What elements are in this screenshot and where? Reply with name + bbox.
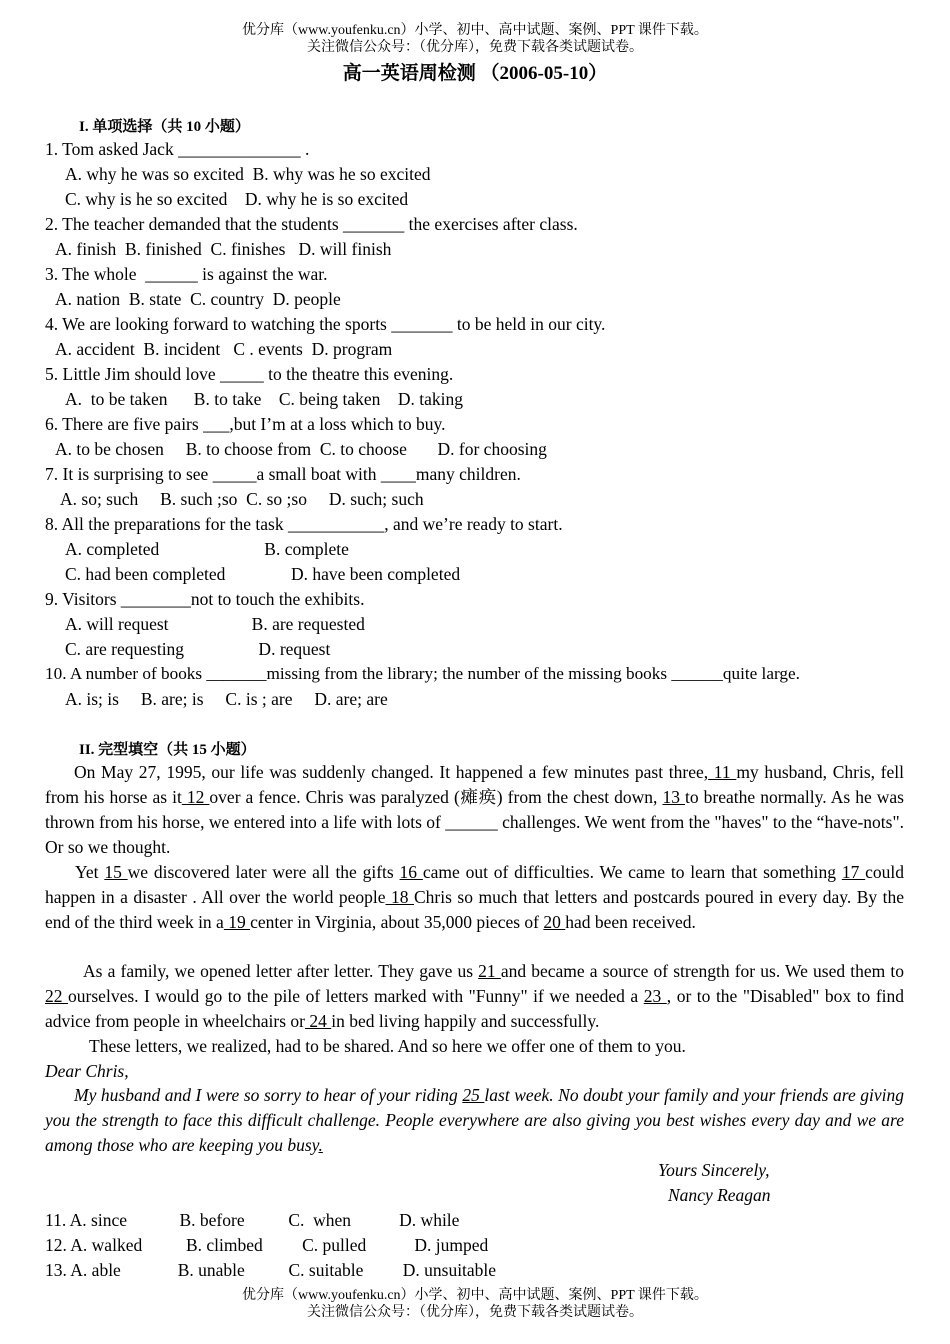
blank-21: 21 (478, 961, 501, 981)
question-line: 1. Tom asked Jack ______________ . (45, 139, 310, 159)
blank-22: 22 (45, 985, 69, 1006)
blank-12: 12 (181, 786, 210, 807)
blank-11: 11 (708, 762, 737, 782)
question-line: 10. A number of books _______missing from the library; the number of the missing books ______quite large. (45, 664, 800, 683)
option-line: C. why is he so excited D. why he is so excited (65, 189, 409, 209)
blank-17: 17 (841, 862, 866, 882)
header-line-1: 优分库（www.youfenku.cn）小学、初中、高中试题、案例、PPT 课件下载。 (242, 23, 708, 38)
question-line: 5. Little Jim should love _____ to the theatre this evening. (45, 364, 454, 384)
section-2-heading: II. 完型填空（共 15 小题） (79, 742, 256, 758)
letter-body: My husband and I were so sorry to hear of your riding 25 last week. No doubt your family and your friends are giving you the strength to face this difficult challenge. People everywhere are also giving you best wishes every day and we are among those who are keeping you busy. (45, 1085, 905, 1155)
question-line: 3. The whole ______ is against the war. (45, 264, 328, 284)
blank-23: 23 (643, 985, 667, 1006)
question-line: 4. We are looking forward to watching the sports _______ to be held in our city. (45, 314, 606, 334)
passage-paragraph-2: Yet 15 we discovered later were all the gifts 16 came out of difficulties. We came to learn that something 17 could happen in a disaster . All over the world people 18 Chris so much that letters and postcards poured in every day. By the end of the third week in a 19 center in Virginia, about 35,000 pieces of 20 had been received. (45, 862, 905, 932)
option-line: C. had been completed D. have been completed (65, 564, 461, 584)
passage-paragraph-3: As a family, we opened letter after letter. They gave us 21 and became a source of strength for us. We used them to 22 ourselves. I would go to the pile of letters marked with "Funny" if we needed a 23 , or to the "Disabled" box to find advice from people in wheelchairs or 24 in bed living happily and successfully. (45, 961, 905, 1031)
header-line-2: 关注微信公众号：（优分库），免费下载各类试题试卷。 (307, 40, 643, 55)
blank-25: 25 (462, 1085, 485, 1105)
option-line: A. finish B. finished C. finishes D. will finish (55, 239, 392, 259)
page-title: 高一英语周检测 （2006-05-10） (342, 63, 608, 84)
blank-19: 19 (223, 911, 251, 932)
letter-closing: Yours Sincerely, (658, 1160, 770, 1180)
option-line: A. will request B. are requested (65, 614, 365, 634)
option-line: 12. A. walked B. climbed C. pulled D. jumped (45, 1235, 489, 1255)
option-line: C. are requesting D. request (65, 639, 331, 659)
option-line: A. is; is B. are; is C. is ; are D. are; are (65, 689, 388, 709)
footer-line-2: 关注微信公众号：（优分库），免费下载各类试题试卷。 (307, 1305, 643, 1320)
option-line: 11. A. since B. before C. when D. while (45, 1210, 460, 1230)
option-line: A. accident B. incident C . events D. program (55, 339, 393, 359)
blank-16: 16 (399, 862, 423, 882)
question-line: 7. It is surprising to see _____a small boat with ____many children. (45, 464, 521, 484)
blank-13: 13 (662, 786, 686, 807)
blank-24: 24 (304, 1010, 332, 1031)
footer-line-1: 优分库（www.youfenku.cn）小学、初中、高中试题、案例、PPT 课件下载。 (242, 1288, 708, 1303)
question-line: 8. All the preparations for the task ___________, and we’re ready to start. (45, 514, 563, 534)
option-line: A. so; such B. such ;so C. so ;so D. such; such (60, 489, 424, 509)
option-line: A. why he was so excited B. why was he so excited (65, 164, 431, 184)
blank-20: 20 (543, 911, 566, 932)
option-line: 13. A. able B. unable C. suitable D. unsuitable (45, 1260, 497, 1280)
section-1-heading: I. 单项选择（共 10 小题） (79, 119, 250, 135)
question-line: 9. Visitors ________not to touch the exhibits. (45, 589, 365, 609)
option-line: A. nation B. state C. country D. people (55, 289, 341, 309)
letter-signature: Nancy Reagan (668, 1185, 771, 1205)
option-line: A. to be chosen B. to choose from C. to choose D. for choosing (55, 439, 547, 459)
blank-18: 18 (385, 886, 414, 907)
letter-greeting: Dear Chris, (45, 1061, 129, 1081)
blank-15: 15 (104, 862, 128, 882)
passage-paragraph-1: On May 27, 1995, our life was suddenly changed. It happened a few minutes past three, 11 my husband, Chris, fell from his horse as it 12 over a fence. Chris was paralyzed (瘫痪) from the chest down, 13 to breathe normally. As he was thrown from his horse, we entered into a life with lots of ______ challenges. We went from the "haves" to the “have-nots". Or so we thought. (45, 762, 904, 857)
option-line: A. to be taken B. to take C. being taken D. taking (65, 389, 464, 409)
passage-paragraph-4: These letters, we realized, had to be shared. And so here we offer one of them to you. (89, 1036, 686, 1056)
question-line: 2. The teacher demanded that the students _______ the exercises after class. (45, 214, 578, 234)
option-line: A. completed B. complete (65, 539, 349, 559)
question-line: 6. There are five pairs ___,but I’m at a loss which to buy. (45, 414, 446, 434)
